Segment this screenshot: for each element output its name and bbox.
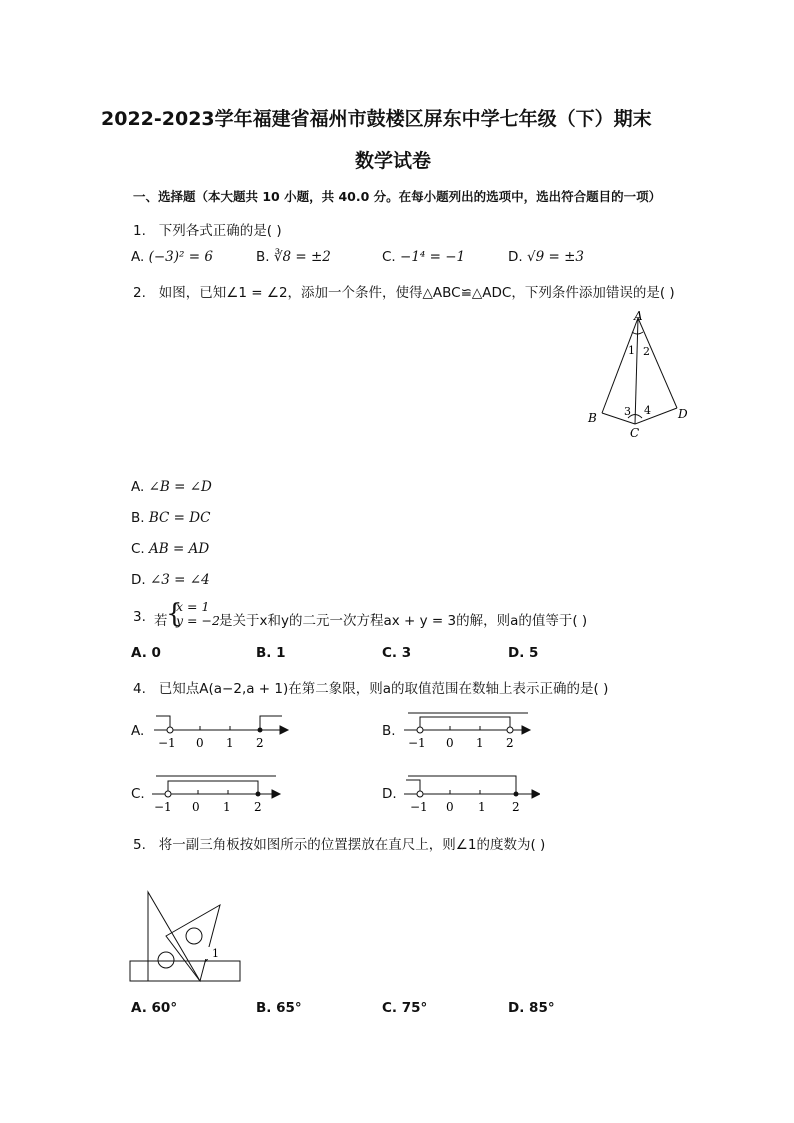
svg-text:−1: −1 bbox=[410, 800, 428, 814]
q3-option-b[interactable]: B. 1 bbox=[256, 645, 286, 661]
label-d: D bbox=[678, 407, 688, 421]
angle-1-label: 1 bbox=[212, 947, 219, 960]
q4-option-d-label[interactable]: D. bbox=[382, 786, 397, 802]
angle-2-label: 2 bbox=[643, 345, 650, 358]
system-line-1: x = 1 bbox=[176, 599, 210, 614]
q4-option-a-numberline[interactable] bbox=[150, 710, 290, 750]
q4-option-c-label[interactable]: C. bbox=[131, 786, 145, 802]
q2-option-d[interactable]: D. ∠3 = ∠4 bbox=[131, 572, 210, 588]
svg-text:0: 0 bbox=[446, 800, 454, 814]
question-3-pre: 若 bbox=[154, 613, 168, 629]
svg-text:2: 2 bbox=[506, 736, 514, 750]
q2-option-a[interactable]: A. ∠B = ∠D bbox=[131, 479, 212, 495]
question-number: 2. bbox=[133, 285, 146, 301]
page-title-line1: 2022-2023学年福建省福州市鼓楼区屏东中学七年级（下）期末 bbox=[101, 108, 652, 130]
question-stem: 下列各式正确的是( ) bbox=[158, 223, 282, 239]
svg-text:−1: −1 bbox=[408, 736, 426, 750]
question-3-number: 3. bbox=[133, 609, 146, 625]
q1-option-c[interactable]: C. −1⁴ = −1 bbox=[382, 249, 466, 265]
q1-option-a[interactable]: A. (−3)² = 6 bbox=[131, 249, 213, 265]
q4-option-d-numberline[interactable] bbox=[400, 772, 540, 814]
q5-set-squares-figure bbox=[128, 888, 244, 984]
q5-option-a[interactable]: A. 60° bbox=[131, 1000, 178, 1016]
q2-triangle-figure bbox=[582, 308, 692, 440]
svg-text:−1: −1 bbox=[158, 736, 176, 750]
question-stem: 如图，已知∠1 = ∠2，添加一个条件，使得△ABC≌△ADC，下列条件添加错误的是( ) bbox=[158, 285, 675, 301]
question-number: 5. bbox=[133, 837, 146, 853]
q2-option-c[interactable]: C. AB = AD bbox=[131, 541, 210, 557]
angle-3-label: 3 bbox=[624, 405, 631, 418]
svg-text:0: 0 bbox=[446, 736, 454, 750]
label-b: B bbox=[588, 411, 597, 425]
svg-text:2: 2 bbox=[256, 736, 264, 750]
question-5 bbox=[133, 833, 545, 853]
q5-option-b[interactable]: B. 65° bbox=[256, 1000, 302, 1016]
q3-option-c[interactable]: C. 3 bbox=[382, 645, 412, 661]
q2-option-b[interactable]: B. BC = DC bbox=[131, 510, 211, 526]
svg-text:−1: −1 bbox=[154, 800, 172, 814]
q4-option-b-label[interactable]: B. bbox=[382, 723, 396, 739]
svg-text:1: 1 bbox=[223, 800, 231, 814]
section-heading: 一、选择题（本大题共 10 小题，共 40.0 分。在每小题列出的选项中，选出符合题目的一项） bbox=[133, 189, 662, 204]
q3-option-a[interactable]: A. 0 bbox=[131, 645, 161, 661]
svg-text:0: 0 bbox=[196, 736, 204, 750]
q5-option-d[interactable]: D. 85° bbox=[508, 1000, 555, 1016]
system-line-2: y = −2 bbox=[176, 613, 220, 628]
q4-option-a-label[interactable]: A. bbox=[131, 723, 145, 739]
svg-text:2: 2 bbox=[512, 800, 520, 814]
question-3-stem: 是关于x和y的二元一次方程ax + y = 3的解，则a的值等于( ) bbox=[219, 613, 588, 629]
question-stem: 将一副三角板按如图所示的位置摆放在直尺上，则∠1的度数为( ) bbox=[158, 837, 546, 853]
angle-4-label: 4 bbox=[644, 404, 651, 417]
label-a: A bbox=[634, 309, 643, 323]
svg-text:0: 0 bbox=[192, 800, 200, 814]
q4-option-b-numberline[interactable] bbox=[400, 710, 540, 750]
q3-option-d[interactable]: D. 5 bbox=[508, 645, 539, 661]
question-4 bbox=[133, 677, 608, 697]
svg-text:1: 1 bbox=[476, 736, 484, 750]
svg-text:2: 2 bbox=[254, 800, 262, 814]
question-2 bbox=[133, 281, 675, 301]
q1-option-d[interactable]: D. √9 = ±3 bbox=[508, 249, 584, 265]
question-number: 4. bbox=[133, 681, 146, 697]
page-title-line2: 数学试卷 bbox=[355, 150, 432, 172]
question-stem: 已知点A(a−2,a + 1)在第二象限，则a的取值范围在数轴上表示正确的是( ) bbox=[158, 681, 609, 697]
q5-option-c[interactable]: C. 75° bbox=[382, 1000, 428, 1016]
system-brace: { bbox=[166, 599, 183, 629]
q4-option-c-numberline[interactable] bbox=[148, 772, 288, 814]
svg-text:1: 1 bbox=[478, 800, 486, 814]
angle-1-label: 1 bbox=[628, 344, 635, 357]
svg-text:1: 1 bbox=[226, 736, 234, 750]
question-number: 1. bbox=[133, 223, 146, 239]
q1-option-b[interactable]: B. ∛8 = ±2 bbox=[256, 249, 331, 265]
question-1 bbox=[133, 219, 282, 239]
label-c: C bbox=[630, 426, 640, 440]
